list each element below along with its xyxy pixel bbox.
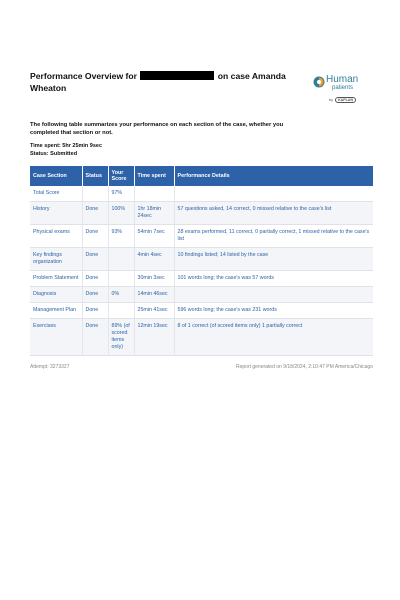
cell-score: 100% — [108, 202, 134, 225]
cell-section: Management Plan — [30, 303, 82, 319]
logo-brand-sub: patients — [332, 85, 354, 91]
cell-time: 1hr 18min 24sec — [134, 202, 174, 225]
attempt-id: Attempt: 3273327 — [30, 364, 70, 370]
table-row — [30, 287, 373, 303]
cell-status: Done — [82, 248, 108, 271]
col-case-section: Case Section — [30, 166, 82, 186]
cell-time: 54min 7sec — [134, 225, 174, 248]
cell-section: Key findings organization — [30, 248, 82, 271]
cell-details: 8 of 1 correct (of scored items only) 1 partially correct — [174, 319, 373, 356]
cell-details: 28 exams performed, 11 correct, 0 partially correct, 1 missed relative to the case's list — [174, 225, 373, 248]
cell-status: Done — [82, 319, 108, 356]
col-status: Status — [82, 166, 108, 186]
cell-status: Done — [82, 225, 108, 248]
table-row — [30, 248, 373, 271]
cell-time: 12min 19sec — [134, 319, 174, 356]
cell-section: History — [30, 202, 82, 225]
performance-table — [30, 166, 373, 356]
meta-block — [30, 143, 373, 158]
table-row — [30, 202, 373, 225]
cell-time: 4min 4sec — [134, 248, 174, 271]
cell-section: Problem Statement — [30, 271, 82, 287]
cell-time: 25min 41sec — [134, 303, 174, 319]
human-logo-icon — [313, 76, 325, 88]
cell-status: Done — [82, 202, 108, 225]
cell-status — [82, 186, 108, 202]
cell-details: 101 words long; the case's was 57 words — [174, 271, 373, 287]
page-title — [30, 70, 295, 94]
cell-score: 0% — [108, 287, 134, 303]
kaplan-badge: KAPLAN — [335, 97, 356, 103]
logo-brand: Human — [326, 74, 359, 85]
cell-time: 14min 46sec — [134, 287, 174, 303]
redacted-name — [140, 71, 214, 80]
report-page — [30, 70, 373, 370]
summary-text: The following table summarizes your performance on each section of the case, whether you completed that section or not. — [30, 122, 284, 136]
table-row — [30, 225, 373, 248]
col-performance-details: Performance Details — [174, 166, 373, 186]
col-time-spent: Time spent — [134, 166, 174, 186]
report-header — [30, 70, 373, 106]
title-suffix: on case Amanda Wheaton — [30, 71, 286, 93]
cell-score: 93% — [108, 225, 134, 248]
human-patients-logo — [311, 72, 373, 106]
logo-byline — [329, 97, 356, 103]
status-line: Status: Submitted — [30, 150, 78, 157]
table-header-row — [30, 166, 373, 186]
table-row — [30, 319, 373, 356]
cell-section: Total Score — [30, 186, 82, 202]
cell-score: 97% — [108, 186, 134, 202]
table-row — [30, 186, 373, 202]
cell-section: Physical exams — [30, 225, 82, 248]
cell-details: 10 findings listed; 14 listed by the case — [174, 248, 373, 271]
cell-score: 89% (of scored items only) — [108, 319, 134, 356]
cell-details: 57 questions asked, 14 correct, 0 missed relative to the case's list — [174, 202, 373, 225]
time-spent: Time spent: 5hr 25min 9sec — [30, 143, 103, 149]
cell-details: 596 words long; the case's was 231 words — [174, 303, 373, 319]
cell-section: Diagnosis — [30, 287, 82, 303]
cell-details — [174, 186, 373, 202]
report-generated: Report generated on 9/18/2024, 2:10:47 PM America/Chicago — [235, 364, 373, 370]
title-prefix: Performance Overview for — [30, 71, 137, 81]
cell-status: Done — [82, 271, 108, 287]
table-row — [30, 303, 373, 319]
cell-status: Done — [82, 303, 108, 319]
cell-time — [134, 186, 174, 202]
cell-status: Done — [82, 287, 108, 303]
cell-score — [108, 248, 134, 271]
col-your-score: Your Score — [108, 166, 134, 186]
cell-section: Exercises — [30, 319, 82, 356]
logo-by: by — [329, 98, 334, 102]
cell-score — [108, 303, 134, 319]
cell-details — [174, 287, 373, 303]
cell-score — [108, 271, 134, 287]
report-footer — [30, 364, 373, 370]
table-row — [30, 271, 373, 287]
cell-time: 30min 3sec — [134, 271, 174, 287]
